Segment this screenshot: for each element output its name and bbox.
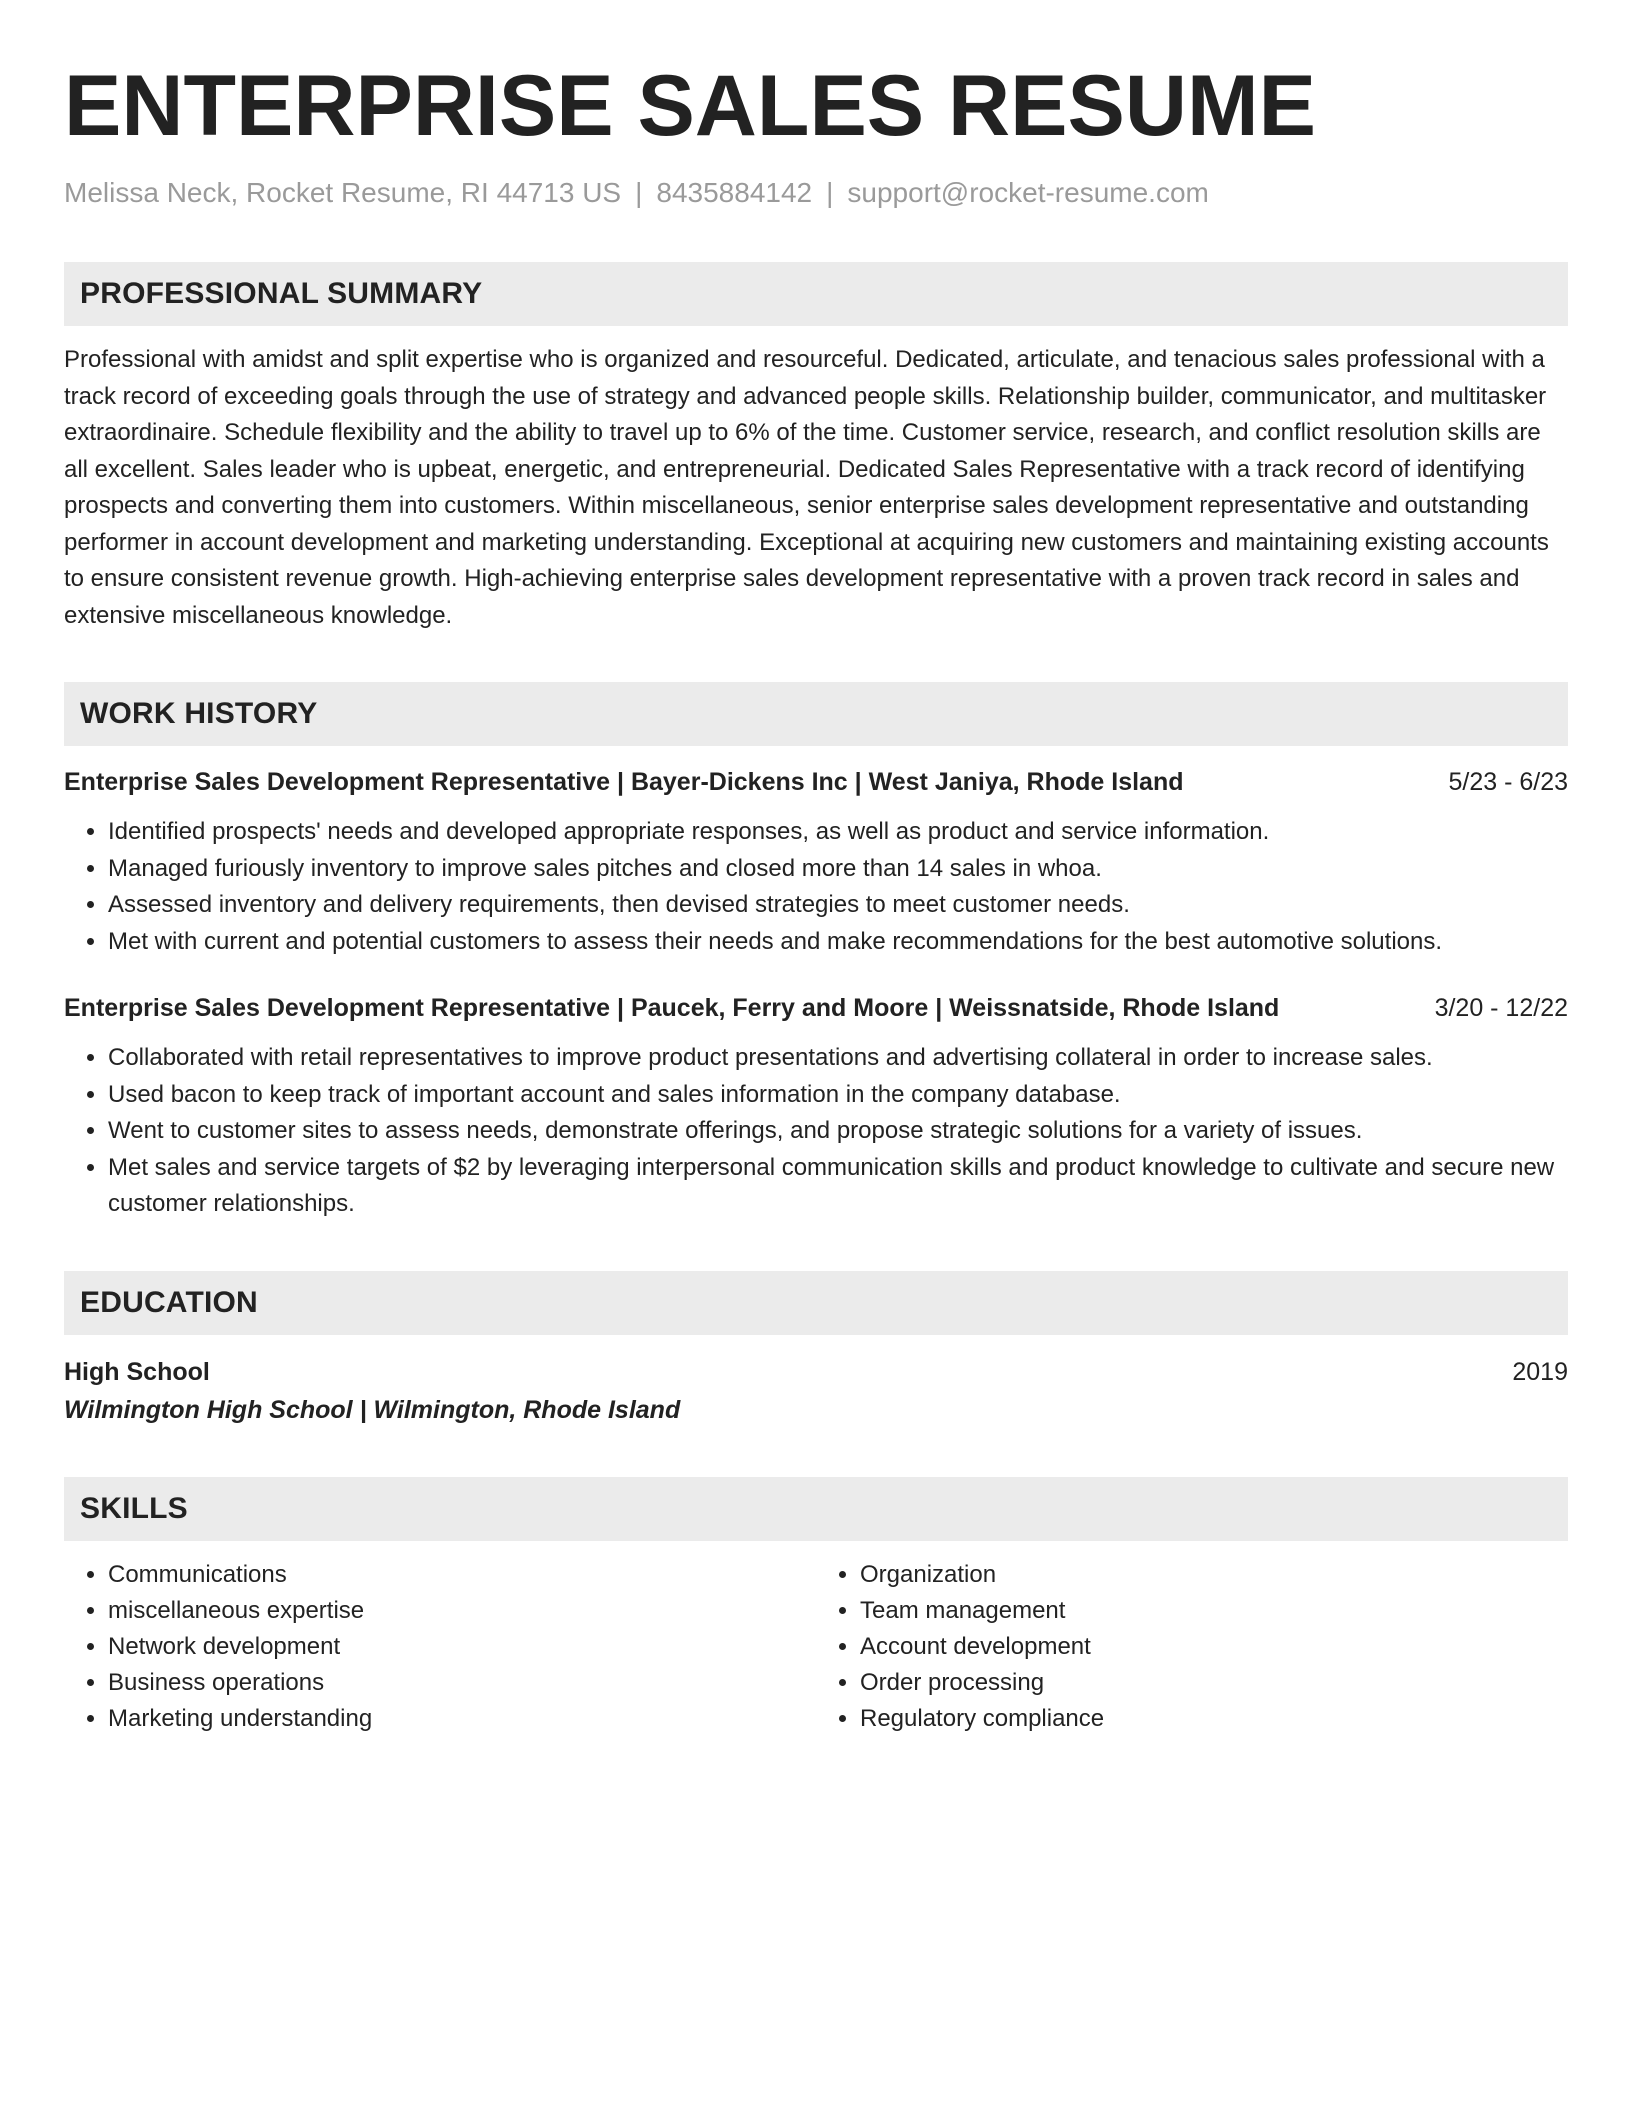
- skill-item: • Order processing: [860, 1665, 1568, 1701]
- job-bullet: • Used bacon to keep track of important account and sales information in the company database.: [108, 1077, 1568, 1114]
- skills-column-left: [64, 1557, 816, 1737]
- job-dates: 5/23 - 6/23: [1448, 768, 1568, 796]
- section-header-skills: SKILLS: [64, 1477, 1568, 1541]
- education-header: [64, 1353, 1568, 1391]
- job-bullets: [64, 1040, 1568, 1223]
- contact-separator: |: [635, 177, 643, 208]
- contact-phone: 8435884142: [656, 177, 813, 208]
- job-entry: [64, 990, 1568, 1223]
- job-bullet: • Met sales and service targets of $2 by leveraging interpersonal communication skills and product knowledge to cultivate and secure new customer relationships.: [108, 1150, 1568, 1223]
- contact-separator: |: [826, 177, 834, 208]
- contact-line: [64, 176, 1568, 210]
- skill-item: • Network development: [108, 1629, 816, 1665]
- education-entry: [64, 1353, 1568, 1429]
- skill-item: • Account development: [860, 1629, 1568, 1665]
- skills-list: [816, 1557, 1568, 1737]
- job-bullet: • Assessed inventory and delivery requirements, then devised strategies to meet customer needs.: [108, 887, 1568, 924]
- skill-item: • Communications: [108, 1557, 816, 1593]
- job-title: Enterprise Sales Development Representative | Bayer-Dickens Inc | West Janiya, Rhode Island: [64, 768, 1184, 796]
- skill-item: • Marketing understanding: [108, 1701, 816, 1737]
- skills-grid: [64, 1557, 1568, 1737]
- job-bullet: • Managed furiously inventory to improve sales pitches and closed more than 14 sales in whoa.: [108, 851, 1568, 888]
- job-bullets: [64, 814, 1568, 960]
- job-header: [64, 990, 1568, 1026]
- skills-column-right: [816, 1557, 1568, 1737]
- job-bullet: • Collaborated with retail representatives to improve product presentations and advertising collateral in order to increase sales.: [108, 1040, 1568, 1077]
- skill-item: • Business operations: [108, 1665, 816, 1701]
- skills-list: [64, 1557, 816, 1737]
- contact-address: Melissa Neck, Rocket Resume, RI 44713 US: [64, 177, 622, 208]
- section-header-education: EDUCATION: [64, 1271, 1568, 1335]
- resume-title: ENTERPRISE SALES RESUME: [64, 58, 1316, 154]
- job-title: Enterprise Sales Development Representative | Paucek, Ferry and Moore | Weissnatside, Rhode Island: [64, 994, 1280, 1022]
- education-degree: High School: [64, 1357, 210, 1386]
- job-bullet: • Went to customer sites to assess needs, demonstrate offerings, and propose strategic solutions for a variety of issues.: [108, 1113, 1568, 1150]
- job-bullet: • Identified prospects' needs and developed appropriate responses, as well as product and service information.: [108, 814, 1568, 851]
- education-year: 2019: [1512, 1357, 1568, 1386]
- summary-text: Professional with amidst and split expertise who is organized and resourceful. Dedicated, articulate, and tenacious sales professional with a track record of exceeding goals through the use of strategy and advanced people skills. Relationship builder, communicator, and multitasker extraordinaire. Schedule flexibility and the ability to travel up to 6% of the time. Customer service, research, and conflict resolution skills are all excellent. Sales leader who is upbeat, energetic, and entrepreneurial. Dedicated Sales Representative with a track record of identifying prospects and converting them into customers. Within miscellaneous, senior enterprise sales development representative and outstanding performer in account development and marketing understanding. Exceptional at acquiring new customers and maintaining existing accounts to ensure consistent revenue growth. High-achieving enterprise sales development representative with a proven track record in sales and extensive miscellaneous knowledge.: [64, 346, 1549, 629]
- skill-item: • Organization: [860, 1557, 1568, 1593]
- job-header: [64, 764, 1568, 800]
- skill-item: • Regulatory compliance: [860, 1701, 1568, 1737]
- skill-item: • miscellaneous expertise: [108, 1593, 816, 1629]
- job-dates: 3/20 - 12/22: [1434, 994, 1568, 1022]
- section-header-summary: PROFESSIONAL SUMMARY: [64, 262, 1568, 326]
- section-header-work-history: WORK HISTORY: [64, 682, 1568, 746]
- skill-item: • Team management: [860, 1593, 1568, 1629]
- job-bullet: • Met with current and potential customers to assess their needs and make recommendations for the best automotive solutions.: [108, 924, 1568, 961]
- education-school: Wilmington High School | Wilmington, Rhode Island: [64, 1395, 681, 1424]
- job-entry: [64, 764, 1568, 960]
- contact-email: support@rocket-resume.com: [847, 177, 1209, 208]
